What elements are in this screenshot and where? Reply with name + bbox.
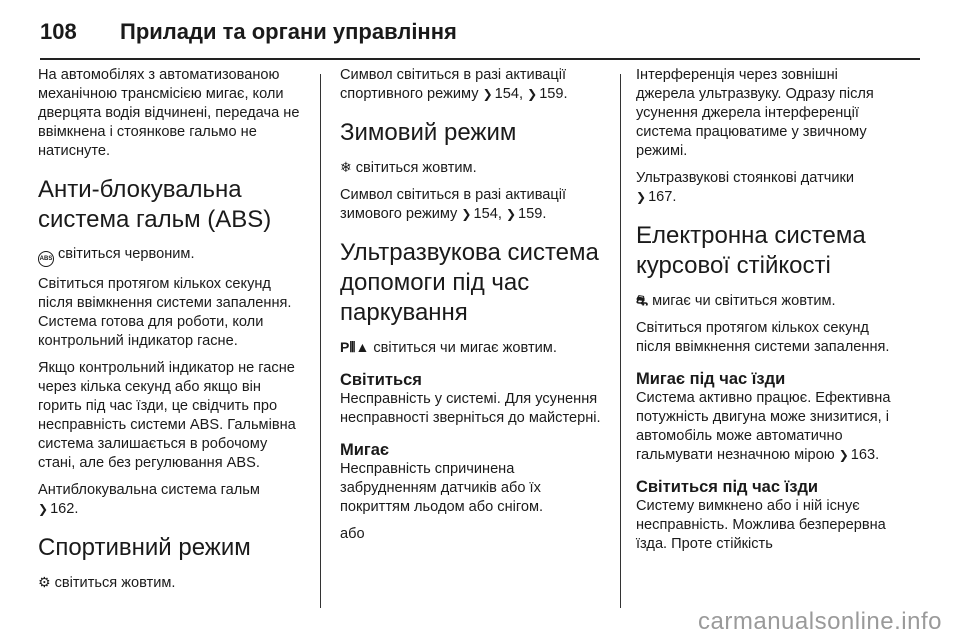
header-divider — [40, 58, 920, 60]
column-divider-2 — [620, 74, 621, 608]
subheading-drive-blink: Мигає під час їзди — [636, 370, 786, 388]
indicator-line-esc: ⛐ мигає чи світиться жовтим. — [636, 292, 836, 309]
paragraph: Ультразвукові стоянкові датчики ❯ 167. — [636, 170, 855, 205]
page-ref-arrow-icon: ❯ — [527, 87, 538, 101]
page-ref-arrow-icon: ❯ — [505, 207, 517, 221]
section-heading-esc: Електронна система курсової стійкості — [636, 222, 866, 279]
indicator-line-parking: P⦀▲ світиться чи мигає жовтим. — [340, 339, 557, 356]
parking-assist-icon: P⦀▲ — [340, 339, 370, 355]
watermark: carmanualsonline.info — [698, 608, 942, 635]
page-reference-link[interactable]: ❯ 154, — [461, 206, 502, 222]
column-divider-1 — [320, 74, 321, 608]
page-reference-link[interactable]: ❯ 167. — [636, 189, 677, 205]
subheading-blink: Мигає — [340, 441, 390, 459]
paragraph: Інтерференція через зовнішні джерела ультразвуку. Одразу після усунення джерела інтерференції система працюватиме у звичному режимі. — [636, 67, 874, 159]
page-title: Прилади та органи управління — [120, 19, 457, 44]
section-heading-sport: Спортивний режим — [38, 534, 251, 561]
indicator-line-winter: ❄ світиться жовтим. — [340, 159, 477, 176]
paragraph: Світиться протягом кількох секунд після ввімкнення системи запалення. — [636, 320, 890, 355]
paragraph: На автомобілях з автоматизованою механічною трансмісією мигає, коли дверцята водія відчинені, передача не ввімкнена і стоянкове гальмо не натиснуте. — [38, 67, 300, 159]
column-3 — [636, 66, 900, 562]
snowflake-icon: ❄ — [340, 159, 352, 175]
paragraph: Несправність у системі. Для усунення несправності зверніться до майстерні. — [340, 391, 601, 426]
page-reference-link[interactable]: ❯ 159. — [527, 86, 568, 102]
paragraph: або — [340, 526, 365, 542]
subheading-lit: Світиться — [340, 371, 422, 389]
page-reference-link[interactable]: ❯ 159. — [505, 206, 547, 222]
page-header — [40, 12, 920, 52]
section-heading-abs: Анти-блокувальна система гальм (ABS) — [38, 176, 272, 233]
page-ref-arrow-icon: ❯ — [482, 87, 493, 101]
paragraph: Якщо контрольний індикатор не гасне через кілька секунд або якщо він горить під час їзди, це свідчить про несправність системи ABS. Гальмівна система залишається в робочому стані, але без регулювання ABS. — [38, 360, 296, 471]
paragraph: Систему вимкнено або і ній існує несправність. Можлива безперервна їзда. Проте стійкість — [636, 498, 886, 552]
page-number: 108 — [40, 19, 77, 44]
paragraph: Антиблокувальна система гальм ❯ 162. — [38, 482, 260, 517]
page-ref-arrow-icon: ❯ — [461, 207, 472, 221]
subheading-drive-lit: Світиться під час їзди — [636, 478, 819, 496]
page-reference-link[interactable]: ❯ 163. — [838, 447, 880, 463]
sport-mode-icon: ⚙ — [38, 574, 51, 590]
page-reference-link[interactable]: ❯ 162. — [38, 501, 79, 517]
paragraph: Система активно працює. Ефективна потужність двигуна може знизитися, і автомобіль може автоматично гальмувати незначною мірою ❯ 163. — [636, 390, 891, 463]
page-ref-arrow-icon: ❯ — [38, 502, 49, 516]
paragraph: Символ світиться в разі активації спортивного режиму ❯ 154, ❯ 159. — [340, 67, 568, 102]
section-heading-parking: Ультразвукова система допомоги під час паркування — [340, 239, 599, 326]
page-ref-arrow-icon: ❯ — [636, 190, 647, 204]
column-1 — [38, 66, 302, 601]
paragraph: Символ світиться в разі активації зимового режиму ❯ 154, ❯ 159. — [340, 187, 567, 222]
page-ref-arrow-icon: ❯ — [838, 448, 849, 462]
stability-control-icon: ⛐ — [636, 292, 649, 308]
section-heading-winter: Зимовий режим — [340, 119, 517, 146]
page-reference-link[interactable]: ❯ 154, — [482, 86, 524, 102]
abs-warning-icon: ABS — [38, 251, 54, 267]
paragraph: Несправність спричинена забрудненням датчиків або їх покриттям льодом або снігом. — [340, 461, 544, 515]
indicator-line-abs: ABS світиться червоним. — [38, 245, 302, 267]
column-2 — [340, 66, 604, 552]
indicator-line-sport: ⚙ світиться жовтим. — [38, 574, 176, 591]
paragraph: Світиться протягом кількох секунд після ввімкнення системи запалення. Система готова для роботи, коли контрольний індикатор гасне. — [38, 276, 292, 349]
